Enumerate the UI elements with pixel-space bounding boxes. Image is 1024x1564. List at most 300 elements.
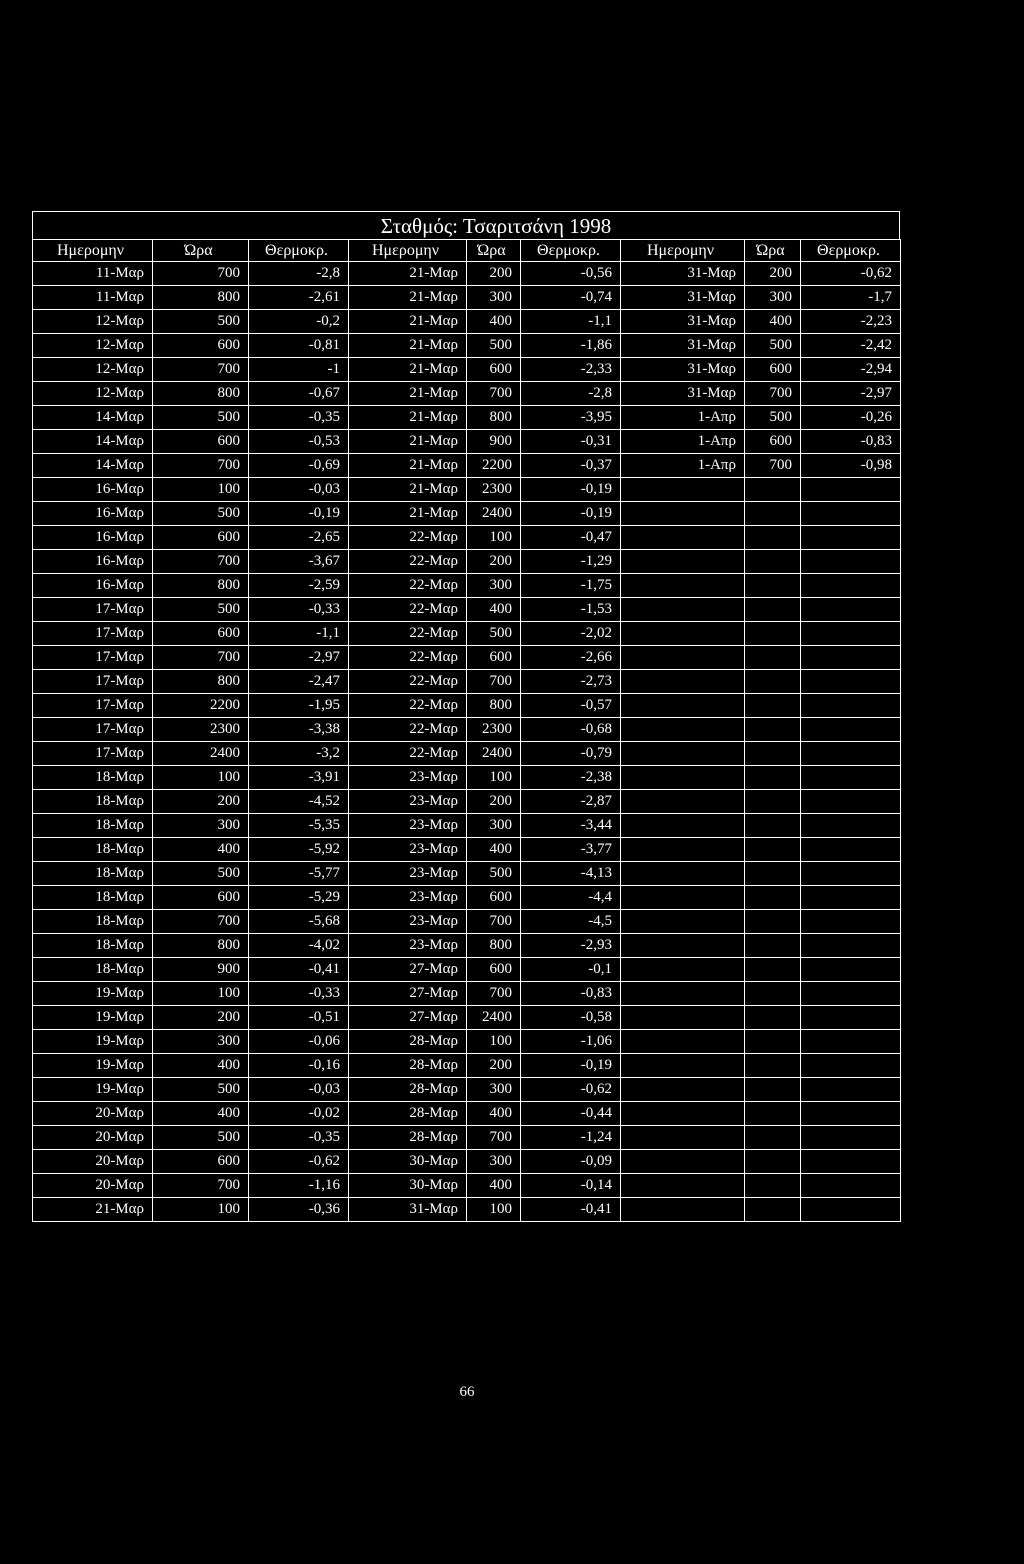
date-cell: 16-Μαρ bbox=[33, 574, 153, 598]
time-cell: 2400 bbox=[467, 1006, 521, 1030]
date-cell: 16-Μαρ bbox=[33, 526, 153, 550]
time-cell: 700 bbox=[153, 262, 249, 286]
temp-cell: -0,19 bbox=[521, 1054, 621, 1078]
date-header-1: Ημερομην bbox=[33, 240, 153, 262]
temp-cell: -0,83 bbox=[521, 982, 621, 1006]
date-cell: 23-Μαρ bbox=[349, 910, 467, 934]
date-cell bbox=[621, 1006, 745, 1030]
date-cell: 21-Μαρ bbox=[349, 382, 467, 406]
date-cell: 17-Μαρ bbox=[33, 646, 153, 670]
date-cell: 17-Μαρ bbox=[33, 670, 153, 694]
time-cell: 400 bbox=[153, 838, 249, 862]
time-cell bbox=[745, 1198, 801, 1222]
temp-cell bbox=[801, 670, 901, 694]
time-cell bbox=[745, 838, 801, 862]
table-row bbox=[33, 1174, 901, 1198]
table-row bbox=[33, 526, 901, 550]
temp-cell bbox=[801, 982, 901, 1006]
date-cell: 31-Μαρ bbox=[349, 1198, 467, 1222]
date-cell: 27-Μαρ bbox=[349, 1006, 467, 1030]
temp-cell bbox=[801, 910, 901, 934]
temp-cell: -3,2 bbox=[249, 742, 349, 766]
date-cell: 31-Μαρ bbox=[621, 262, 745, 286]
temp-cell: -1,1 bbox=[521, 310, 621, 334]
time-cell: 400 bbox=[467, 598, 521, 622]
time-cell: 200 bbox=[467, 550, 521, 574]
time-cell: 400 bbox=[745, 310, 801, 334]
table-row bbox=[33, 382, 901, 406]
table-row bbox=[33, 502, 901, 526]
time-cell: 200 bbox=[467, 790, 521, 814]
date-cell: 16-Μαρ bbox=[33, 478, 153, 502]
temp-cell: -2,8 bbox=[521, 382, 621, 406]
time-cell bbox=[745, 1102, 801, 1126]
date-cell: 23-Μαρ bbox=[349, 934, 467, 958]
table-row bbox=[33, 646, 901, 670]
time-cell: 700 bbox=[467, 910, 521, 934]
date-cell: 1-Απρ bbox=[621, 454, 745, 478]
date-cell: 18-Μαρ bbox=[33, 862, 153, 886]
date-cell: 11-Μαρ bbox=[33, 286, 153, 310]
temp-cell: -0,16 bbox=[249, 1054, 349, 1078]
table-row bbox=[33, 310, 901, 334]
time-cell: 300 bbox=[745, 286, 801, 310]
table-row bbox=[33, 862, 901, 886]
date-cell: 22-Μαρ bbox=[349, 670, 467, 694]
time-cell: 900 bbox=[467, 430, 521, 454]
time-cell: 600 bbox=[153, 1150, 249, 1174]
temp-cell: -0,36 bbox=[249, 1198, 349, 1222]
date-cell: 22-Μαρ bbox=[349, 622, 467, 646]
time-cell: 2200 bbox=[153, 694, 249, 718]
temp-cell: -1,16 bbox=[249, 1174, 349, 1198]
time-cell: 700 bbox=[467, 982, 521, 1006]
temp-cell: -1,86 bbox=[521, 334, 621, 358]
date-cell: 21-Μαρ bbox=[349, 406, 467, 430]
time-cell: 800 bbox=[153, 670, 249, 694]
table-row bbox=[33, 454, 901, 478]
temp-cell: -2,87 bbox=[521, 790, 621, 814]
temp-cell: -4,5 bbox=[521, 910, 621, 934]
date-cell: 18-Μαρ bbox=[33, 790, 153, 814]
temp-cell: -0,19 bbox=[249, 502, 349, 526]
time-cell: 400 bbox=[467, 838, 521, 862]
temp-cell bbox=[801, 694, 901, 718]
date-cell bbox=[621, 1102, 745, 1126]
temp-cell: -2,42 bbox=[801, 334, 901, 358]
temp-cell: -2,61 bbox=[249, 286, 349, 310]
temp-cell: -2,93 bbox=[521, 934, 621, 958]
date-cell: 21-Μαρ bbox=[349, 286, 467, 310]
temp-cell: -2,23 bbox=[801, 310, 901, 334]
date-cell: 21-Μαρ bbox=[349, 502, 467, 526]
date-cell: 31-Μαρ bbox=[621, 310, 745, 334]
temp-cell: -0,1 bbox=[521, 958, 621, 982]
time-cell: 100 bbox=[153, 1198, 249, 1222]
date-cell: 21-Μαρ bbox=[349, 358, 467, 382]
date-cell bbox=[621, 478, 745, 502]
time-cell: 700 bbox=[153, 910, 249, 934]
date-cell: 17-Μαρ bbox=[33, 598, 153, 622]
date-cell: 23-Μαρ bbox=[349, 886, 467, 910]
date-cell: 20-Μαρ bbox=[33, 1150, 153, 1174]
date-cell bbox=[621, 550, 745, 574]
temp-cell: -0,35 bbox=[249, 1126, 349, 1150]
temp-cell bbox=[801, 742, 901, 766]
time-header-1: Ώρα bbox=[153, 240, 249, 262]
date-cell bbox=[621, 910, 745, 934]
date-cell: 28-Μαρ bbox=[349, 1126, 467, 1150]
time-cell: 400 bbox=[467, 1174, 521, 1198]
temp-cell: -0,67 bbox=[249, 382, 349, 406]
time-cell: 700 bbox=[153, 358, 249, 382]
date-cell: 19-Μαρ bbox=[33, 1054, 153, 1078]
table-row bbox=[33, 790, 901, 814]
temp-cell: -5,68 bbox=[249, 910, 349, 934]
time-cell bbox=[745, 958, 801, 982]
date-cell bbox=[621, 1126, 745, 1150]
date-cell: 19-Μαρ bbox=[33, 982, 153, 1006]
date-cell: 20-Μαρ bbox=[33, 1126, 153, 1150]
table-row bbox=[33, 742, 901, 766]
time-cell: 500 bbox=[153, 598, 249, 622]
temperature-table bbox=[32, 239, 901, 1222]
date-cell bbox=[621, 694, 745, 718]
date-cell bbox=[621, 790, 745, 814]
date-cell: 18-Μαρ bbox=[33, 910, 153, 934]
date-cell: 22-Μαρ bbox=[349, 550, 467, 574]
time-cell: 200 bbox=[153, 790, 249, 814]
time-cell: 700 bbox=[745, 454, 801, 478]
time-cell: 800 bbox=[153, 574, 249, 598]
time-cell: 600 bbox=[467, 646, 521, 670]
time-cell: 800 bbox=[153, 286, 249, 310]
date-cell: 23-Μαρ bbox=[349, 862, 467, 886]
time-cell: 600 bbox=[745, 430, 801, 454]
table-row bbox=[33, 358, 901, 382]
time-cell: 700 bbox=[153, 646, 249, 670]
table-row bbox=[33, 934, 901, 958]
temp-cell bbox=[801, 1054, 901, 1078]
temp-header-1: Θερμοκρ. bbox=[249, 240, 349, 262]
time-cell bbox=[745, 742, 801, 766]
date-cell bbox=[621, 766, 745, 790]
date-cell: 1-Απρ bbox=[621, 406, 745, 430]
temp-cell bbox=[801, 622, 901, 646]
date-cell: 23-Μαρ bbox=[349, 814, 467, 838]
time-cell bbox=[745, 1126, 801, 1150]
date-cell bbox=[621, 862, 745, 886]
date-cell bbox=[621, 838, 745, 862]
date-cell: 20-Μαρ bbox=[33, 1174, 153, 1198]
time-cell: 800 bbox=[467, 694, 521, 718]
time-cell: 400 bbox=[467, 310, 521, 334]
temp-cell: -0,41 bbox=[521, 1198, 621, 1222]
temp-cell: -5,35 bbox=[249, 814, 349, 838]
time-cell: 200 bbox=[467, 1054, 521, 1078]
temp-cell: -0,14 bbox=[521, 1174, 621, 1198]
date-cell bbox=[621, 934, 745, 958]
temp-cell: -0,19 bbox=[521, 502, 621, 526]
date-cell: 19-Μαρ bbox=[33, 1006, 153, 1030]
date-cell bbox=[621, 622, 745, 646]
table-row bbox=[33, 1054, 901, 1078]
time-cell: 600 bbox=[153, 430, 249, 454]
time-cell bbox=[745, 1054, 801, 1078]
temp-cell bbox=[801, 790, 901, 814]
date-cell: 12-Μαρ bbox=[33, 382, 153, 406]
time-cell: 200 bbox=[745, 262, 801, 286]
date-cell: 28-Μαρ bbox=[349, 1030, 467, 1054]
time-cell bbox=[745, 598, 801, 622]
time-cell: 500 bbox=[153, 310, 249, 334]
temp-cell bbox=[801, 1198, 901, 1222]
temp-cell: -3,44 bbox=[521, 814, 621, 838]
time-cell: 800 bbox=[153, 382, 249, 406]
time-cell bbox=[745, 790, 801, 814]
temp-cell: -0,41 bbox=[249, 958, 349, 982]
temp-cell bbox=[801, 862, 901, 886]
time-cell: 900 bbox=[153, 958, 249, 982]
time-cell bbox=[745, 526, 801, 550]
date-cell bbox=[621, 1078, 745, 1102]
temp-cell: -2,97 bbox=[249, 646, 349, 670]
temp-cell: -0,31 bbox=[521, 430, 621, 454]
temp-cell: -0,81 bbox=[249, 334, 349, 358]
date-cell bbox=[621, 886, 745, 910]
temp-cell bbox=[801, 502, 901, 526]
date-cell: 27-Μαρ bbox=[349, 958, 467, 982]
temp-cell bbox=[801, 838, 901, 862]
temp-cell: -2,73 bbox=[521, 670, 621, 694]
time-cell bbox=[745, 718, 801, 742]
time-cell bbox=[745, 622, 801, 646]
temp-cell: -0,62 bbox=[801, 262, 901, 286]
date-cell bbox=[621, 958, 745, 982]
temp-cell: -2,33 bbox=[521, 358, 621, 382]
time-cell bbox=[745, 574, 801, 598]
date-cell: 14-Μαρ bbox=[33, 406, 153, 430]
date-cell: 31-Μαρ bbox=[621, 334, 745, 358]
temp-cell: -2,38 bbox=[521, 766, 621, 790]
time-cell: 400 bbox=[467, 1102, 521, 1126]
date-cell bbox=[621, 574, 745, 598]
temp-cell: -0,06 bbox=[249, 1030, 349, 1054]
temp-cell bbox=[801, 1150, 901, 1174]
time-cell: 500 bbox=[467, 862, 521, 886]
date-cell: 21-Μαρ bbox=[349, 310, 467, 334]
temp-cell: -4,52 bbox=[249, 790, 349, 814]
table-row bbox=[33, 766, 901, 790]
table-row bbox=[33, 958, 901, 982]
temp-cell: -0,33 bbox=[249, 982, 349, 1006]
temp-cell: -0,53 bbox=[249, 430, 349, 454]
time-cell: 600 bbox=[467, 958, 521, 982]
date-cell bbox=[621, 1174, 745, 1198]
date-cell: 21-Μαρ bbox=[349, 334, 467, 358]
date-cell bbox=[621, 1054, 745, 1078]
temp-cell: -4,4 bbox=[521, 886, 621, 910]
temp-cell: -4,02 bbox=[249, 934, 349, 958]
temp-cell: -1,75 bbox=[521, 574, 621, 598]
time-cell: 600 bbox=[153, 526, 249, 550]
table-row bbox=[33, 406, 901, 430]
table-row bbox=[33, 1006, 901, 1030]
temp-cell: -0,47 bbox=[521, 526, 621, 550]
date-cell: 22-Μαρ bbox=[349, 694, 467, 718]
temp-cell bbox=[801, 598, 901, 622]
table-title: Σταθμός: Τσαριτσάνη 1998 bbox=[32, 211, 900, 239]
time-cell: 2400 bbox=[153, 742, 249, 766]
table-row bbox=[33, 670, 901, 694]
temp-cell: -3,95 bbox=[521, 406, 621, 430]
page-number: 66 bbox=[459, 1384, 475, 1400]
temp-cell: -0,03 bbox=[249, 478, 349, 502]
date-cell: 16-Μαρ bbox=[33, 550, 153, 574]
temp-cell bbox=[801, 958, 901, 982]
temp-cell: -0,69 bbox=[249, 454, 349, 478]
table-row bbox=[33, 982, 901, 1006]
date-cell bbox=[621, 982, 745, 1006]
time-cell: 100 bbox=[467, 526, 521, 550]
time-cell bbox=[745, 670, 801, 694]
table-row bbox=[33, 1030, 901, 1054]
temp-cell: -2,66 bbox=[521, 646, 621, 670]
date-cell: 28-Μαρ bbox=[349, 1078, 467, 1102]
date-cell: 21-Μαρ bbox=[349, 262, 467, 286]
temp-cell bbox=[801, 886, 901, 910]
time-cell bbox=[745, 646, 801, 670]
table-row bbox=[33, 1126, 901, 1150]
temp-cell: -0,37 bbox=[521, 454, 621, 478]
time-cell: 200 bbox=[153, 1006, 249, 1030]
time-cell: 300 bbox=[467, 286, 521, 310]
temp-cell bbox=[801, 766, 901, 790]
date-cell: 31-Μαρ bbox=[621, 286, 745, 310]
time-cell bbox=[745, 766, 801, 790]
date-cell bbox=[621, 526, 745, 550]
time-cell bbox=[745, 814, 801, 838]
temp-cell: -2,59 bbox=[249, 574, 349, 598]
date-cell: 12-Μαρ bbox=[33, 358, 153, 382]
temp-cell bbox=[801, 1078, 901, 1102]
time-cell bbox=[745, 886, 801, 910]
date-cell bbox=[621, 502, 745, 526]
time-cell: 500 bbox=[745, 334, 801, 358]
date-cell: 18-Μαρ bbox=[33, 934, 153, 958]
date-cell: 19-Μαρ bbox=[33, 1030, 153, 1054]
time-cell: 2200 bbox=[467, 454, 521, 478]
date-cell: 30-Μαρ bbox=[349, 1174, 467, 1198]
temp-cell: -2,47 bbox=[249, 670, 349, 694]
time-cell bbox=[745, 910, 801, 934]
temp-cell: -5,92 bbox=[249, 838, 349, 862]
temp-cell bbox=[801, 814, 901, 838]
date-cell: 11-Μαρ bbox=[33, 262, 153, 286]
table-row bbox=[33, 286, 901, 310]
time-cell bbox=[745, 478, 801, 502]
temp-cell bbox=[801, 1030, 901, 1054]
date-cell: 17-Μαρ bbox=[33, 742, 153, 766]
time-cell: 100 bbox=[467, 1030, 521, 1054]
table-row bbox=[33, 1198, 901, 1222]
temp-cell: -0,02 bbox=[249, 1102, 349, 1126]
temp-cell: -0,2 bbox=[249, 310, 349, 334]
temp-cell: -1,24 bbox=[521, 1126, 621, 1150]
date-cell: 22-Μαρ bbox=[349, 526, 467, 550]
time-cell: 100 bbox=[153, 478, 249, 502]
temp-cell: -2,65 bbox=[249, 526, 349, 550]
temp-cell bbox=[801, 1126, 901, 1150]
header-row bbox=[33, 240, 901, 262]
temp-cell: -0,62 bbox=[249, 1150, 349, 1174]
temp-cell: -1,95 bbox=[249, 694, 349, 718]
temp-cell: -2,02 bbox=[521, 622, 621, 646]
temp-cell bbox=[801, 550, 901, 574]
table-row bbox=[33, 478, 901, 502]
date-cell bbox=[621, 742, 745, 766]
date-cell: 18-Μαρ bbox=[33, 766, 153, 790]
temp-cell: -5,77 bbox=[249, 862, 349, 886]
time-cell bbox=[745, 502, 801, 526]
temp-cell: -2,8 bbox=[249, 262, 349, 286]
table-row bbox=[33, 1078, 901, 1102]
table-row bbox=[33, 1150, 901, 1174]
date-cell: 1-Απρ bbox=[621, 430, 745, 454]
table-row bbox=[33, 550, 901, 574]
time-cell: 400 bbox=[153, 1102, 249, 1126]
time-cell bbox=[745, 550, 801, 574]
temp-cell: -0,57 bbox=[521, 694, 621, 718]
temp-cell bbox=[801, 1102, 901, 1126]
table-row bbox=[33, 718, 901, 742]
temp-cell bbox=[801, 526, 901, 550]
time-cell: 2300 bbox=[467, 478, 521, 502]
temp-cell: -1 bbox=[249, 358, 349, 382]
date-cell: 30-Μαρ bbox=[349, 1150, 467, 1174]
date-cell bbox=[621, 598, 745, 622]
temp-cell: -1,29 bbox=[521, 550, 621, 574]
temp-cell bbox=[801, 574, 901, 598]
time-cell bbox=[745, 1174, 801, 1198]
time-cell bbox=[745, 1150, 801, 1174]
time-cell: 600 bbox=[153, 622, 249, 646]
temp-cell: -3,38 bbox=[249, 718, 349, 742]
temp-cell bbox=[801, 478, 901, 502]
date-cell: 18-Μαρ bbox=[33, 838, 153, 862]
table-row bbox=[33, 574, 901, 598]
date-cell: 19-Μαρ bbox=[33, 1078, 153, 1102]
time-cell: 500 bbox=[153, 1078, 249, 1102]
temp-cell bbox=[801, 646, 901, 670]
date-cell: 12-Μαρ bbox=[33, 334, 153, 358]
table-row bbox=[33, 838, 901, 862]
table-row bbox=[33, 622, 901, 646]
date-header-3: Ημερομην bbox=[621, 240, 745, 262]
time-cell bbox=[745, 694, 801, 718]
temp-cell bbox=[801, 934, 901, 958]
date-cell bbox=[621, 646, 745, 670]
date-cell: 21-Μαρ bbox=[349, 430, 467, 454]
temp-cell: -2,97 bbox=[801, 382, 901, 406]
time-cell: 100 bbox=[467, 766, 521, 790]
time-cell: 2400 bbox=[467, 502, 521, 526]
date-cell: 17-Μαρ bbox=[33, 694, 153, 718]
temp-cell: -1,1 bbox=[249, 622, 349, 646]
time-cell: 2400 bbox=[467, 742, 521, 766]
date-cell: 18-Μαρ bbox=[33, 814, 153, 838]
time-cell: 700 bbox=[745, 382, 801, 406]
